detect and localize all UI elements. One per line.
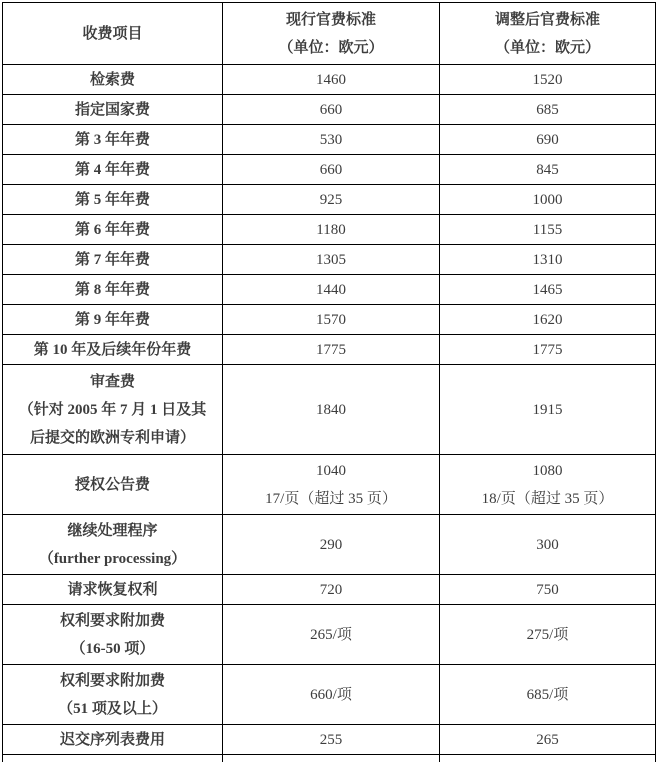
current-fee-cell <box>223 335 440 365</box>
fee-item-cell <box>3 305 223 335</box>
table-row <box>3 605 656 665</box>
adjusted-fee-cell <box>440 365 656 455</box>
current-fee-cell <box>223 455 440 515</box>
cut-off-cell <box>3 755 223 762</box>
fee-table-header <box>3 3 656 65</box>
table-row <box>3 185 656 215</box>
current-fee-cell-line: 255 <box>319 731 343 748</box>
adjusted-fee-cell <box>440 335 656 365</box>
fee-item-cell <box>3 245 223 275</box>
adjusted-fee-cell-line: 1915 <box>532 401 563 418</box>
fee-item-cell-line: 后提交的欧洲专利申请） <box>29 429 195 446</box>
adjusted-fee-cell-line: 300 <box>536 536 559 553</box>
current-fee-cell <box>223 365 440 455</box>
fee-item-cell <box>3 125 223 155</box>
adjusted-fee-cell-line: 1000 <box>532 191 563 208</box>
adjusted-fee-cell-line: 750 <box>536 581 559 598</box>
fee-table <box>2 2 656 762</box>
current-fee-cell <box>223 185 440 215</box>
table-row <box>3 215 656 245</box>
fee-item-cell-line: 迟交序列表费用 <box>59 731 165 748</box>
table-row <box>3 455 656 515</box>
adjusted-fee-cell <box>440 275 656 305</box>
fee-item-cell-line: （further processing） <box>38 550 187 567</box>
table-row <box>3 95 656 125</box>
adjusted-fee-cell <box>440 305 656 335</box>
adjusted-fee-cell-line: 845 <box>536 161 559 178</box>
header-current-fee-title: 现行官费标准 <box>285 11 376 28</box>
adjusted-fee-cell-line: 1080 <box>532 462 563 479</box>
cut-off-row <box>3 755 656 762</box>
fee-item-cell <box>3 275 223 305</box>
adjusted-fee-cell <box>440 215 656 245</box>
current-fee-cell <box>223 275 440 305</box>
current-fee-cell-line: 660/项 <box>310 686 352 703</box>
fee-item-cell-line: 审查费 <box>89 373 135 390</box>
current-fee-cell-line: 1040 <box>316 462 346 479</box>
adjusted-fee-cell-line: 275/项 <box>526 626 569 643</box>
fee-item-cell-line: （51 项及以上） <box>58 700 167 717</box>
adjusted-fee-cell-line: 685/项 <box>526 686 569 703</box>
header-row <box>3 3 656 65</box>
header-fee-item <box>3 3 223 65</box>
fee-item-cell-line: 第 9 年年费 <box>74 311 150 328</box>
fee-item-cell-line: 权利要求附加费 <box>59 672 165 689</box>
current-fee-cell <box>223 95 440 125</box>
fee-item-cell-line: 第 6 年年费 <box>74 221 150 238</box>
adjusted-fee-cell-line: 1520 <box>532 71 563 88</box>
header-adjusted-fee <box>440 3 656 65</box>
cut-off-cell <box>440 755 656 762</box>
fee-item-cell-line: （针对 2005 年 7 月 1 日及其 <box>18 401 207 418</box>
table-row <box>3 125 656 155</box>
current-fee-cell <box>223 305 440 335</box>
current-fee-cell <box>223 125 440 155</box>
current-fee-cell <box>223 245 440 275</box>
adjusted-fee-cell-line: 1310 <box>532 251 563 268</box>
table-row <box>3 65 656 95</box>
table-row <box>3 155 656 185</box>
fee-item-cell <box>3 185 223 215</box>
fee-item-cell-line: 第 3 年年费 <box>74 131 150 148</box>
fee-item-cell <box>3 455 223 515</box>
fee-item-cell <box>3 335 223 365</box>
current-fee-cell <box>223 65 440 95</box>
table-row <box>3 245 656 275</box>
fee-item-cell-line: 权利要求附加费 <box>59 612 165 629</box>
fee-item-cell-line: 第 10 年及后续年份年费 <box>33 341 192 358</box>
current-fee-cell <box>223 515 440 575</box>
current-fee-cell-line: 1305 <box>316 251 346 268</box>
adjusted-fee-cell <box>440 665 656 725</box>
adjusted-fee-cell-line: 18/页（超过 35 页） <box>481 490 614 507</box>
table-row <box>3 515 656 575</box>
fee-item-cell-line: 第 8 年年费 <box>74 281 150 298</box>
current-fee-cell <box>223 605 440 665</box>
adjusted-fee-cell-line: 685 <box>536 101 559 118</box>
current-fee-cell-line: 720 <box>319 581 343 598</box>
current-fee-cell-line: 925 <box>319 191 343 208</box>
fee-item-cell <box>3 665 223 725</box>
table-row <box>3 305 656 335</box>
header-current-fee <box>223 3 440 65</box>
fee-item-cell <box>3 365 223 455</box>
current-fee-cell-line: 265/项 <box>310 626 352 643</box>
table-row <box>3 275 656 305</box>
adjusted-fee-cell <box>440 65 656 95</box>
adjusted-fee-cell <box>440 125 656 155</box>
header-fee-item-label: 收费项目 <box>82 25 143 42</box>
fee-item-cell <box>3 725 223 755</box>
fee-item-cell <box>3 605 223 665</box>
current-fee-cell-line: 660 <box>319 101 343 118</box>
current-fee-cell <box>223 725 440 755</box>
adjusted-fee-cell <box>440 95 656 125</box>
fee-item-cell <box>3 215 223 245</box>
current-fee-cell <box>223 665 440 725</box>
current-fee-cell-line: 1570 <box>316 311 346 328</box>
cut-off-cell <box>223 755 440 762</box>
current-fee-cell-line: 1440 <box>316 281 346 298</box>
header-adjusted-fee-title: 调整后官费标准 <box>494 11 600 28</box>
table-row <box>3 575 656 605</box>
fee-item-cell-line: 请求恢复权利 <box>67 581 158 598</box>
adjusted-fee-cell <box>440 455 656 515</box>
current-fee-cell-line: 530 <box>319 131 343 148</box>
fee-item-cell-line: 继续处理程序 <box>67 522 158 539</box>
current-fee-cell-line: 1460 <box>316 71 346 88</box>
adjusted-fee-cell <box>440 605 656 665</box>
table-row <box>3 335 656 365</box>
fee-item-cell-line: 第 7 年年费 <box>74 251 150 268</box>
adjusted-fee-cell <box>440 575 656 605</box>
adjusted-fee-cell <box>440 245 656 275</box>
adjusted-fee-cell <box>440 725 656 755</box>
fee-item-cell-line: 授权公告费 <box>74 476 150 493</box>
adjusted-fee-cell-line: 690 <box>536 131 559 148</box>
current-fee-cell-line: 660 <box>319 161 343 178</box>
table-row <box>3 365 656 455</box>
current-fee-cell-line: 1180 <box>316 221 346 238</box>
adjusted-fee-cell-line: 1155 <box>532 221 563 238</box>
fee-item-cell-line: 指定国家费 <box>74 101 150 118</box>
adjusted-fee-cell-line: 1775 <box>532 341 563 358</box>
current-fee-cell <box>223 575 440 605</box>
fee-item-cell-line: 第 4 年年费 <box>74 161 150 178</box>
table-row <box>3 725 656 755</box>
fee-item-cell <box>3 95 223 125</box>
current-fee-cell-line: 17/页（超过 35 页） <box>265 490 397 507</box>
adjusted-fee-cell <box>440 155 656 185</box>
adjusted-fee-cell <box>440 185 656 215</box>
fee-item-cell-line: 第 5 年年费 <box>74 191 150 208</box>
fee-item-cell <box>3 155 223 185</box>
current-fee-cell-line: 1775 <box>316 341 346 358</box>
adjusted-fee-cell-line: 265 <box>536 731 559 748</box>
fee-item-cell-line: （16-50 项） <box>70 640 155 657</box>
fee-item-cell <box>3 65 223 95</box>
current-fee-cell-line: 290 <box>319 536 343 553</box>
fee-item-cell-line: 检索费 <box>89 71 135 88</box>
fee-table-body <box>3 65 656 762</box>
header-current-fee-unit: （单位：欧元） <box>278 39 384 56</box>
adjusted-fee-cell-line: 1465 <box>532 281 563 298</box>
current-fee-cell <box>223 215 440 245</box>
header-adjusted-fee-unit: （单位：欧元） <box>494 39 600 56</box>
current-fee-cell-line: 1840 <box>316 401 346 418</box>
adjusted-fee-cell <box>440 515 656 575</box>
fee-item-cell <box>3 515 223 575</box>
adjusted-fee-cell-line: 1620 <box>532 311 563 328</box>
table-row <box>3 665 656 725</box>
fee-item-cell <box>3 575 223 605</box>
current-fee-cell <box>223 155 440 185</box>
